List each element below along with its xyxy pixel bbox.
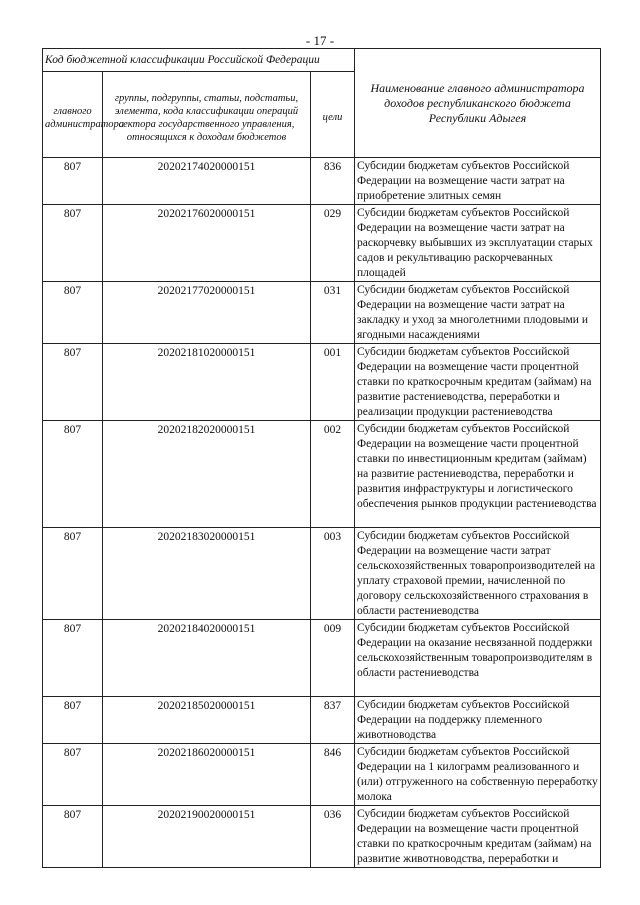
goal-code: 837 [311,697,355,744]
income-description: Субсидии бюджетам субъектов Российской Федерации на возмещение части процентной ставки по краткосрочным кредитам (займам) на развитие животноводства, переработки и [355,806,601,868]
income-description: Субсидии бюджетам субъектов Российской Федерации на возмещение части затрат на раскорчевку выбывших из эксплуатации старых садов и рекультивацию раскорчеванных площадей [355,205,601,282]
income-code: 20202177020000151 [103,282,311,344]
income-description: Субсидии бюджетам субъектов Российской Федерации на оказание несвязанной поддержки сельскохозяйственным товаропроизводителям в области растениеводства [355,620,601,697]
table-row [43,421,601,528]
admin-code: 807 [43,806,103,868]
admin-code: 807 [43,205,103,282]
goal-code: 001 [311,344,355,421]
income-description: Субсидии бюджетам субъектов Российской Федерации на поддержку племенного животноводства [355,697,601,744]
header-name-column: Наименование главного администратора доходов республиканского бюджета Республики Адыгея [355,49,601,158]
admin-code: 807 [43,697,103,744]
goal-code: 036 [311,806,355,868]
goal-code: 836 [311,158,355,205]
admin-code: 807 [43,528,103,620]
goal-code: 846 [311,744,355,806]
page-number: - 17 - [305,33,335,48]
table-row [43,744,601,806]
table-row [43,697,601,744]
table-row [43,806,601,868]
admin-code: 807 [43,620,103,697]
income-code: 20202176020000151 [103,205,311,282]
income-description: Субсидии бюджетам субъектов Российской Федерации на возмещение части процентной ставки по краткосрочным кредитам (займам) на развитие растениеводства, переработки и реализации продукции растениеводства [355,344,601,421]
income-code: 20202186020000151 [103,744,311,806]
header-admin-column: главного администратора [43,72,103,158]
admin-code: 807 [43,421,103,528]
budget-classification-table [42,48,601,868]
goal-code: 029 [311,205,355,282]
income-code: 20202181020000151 [103,344,311,421]
goal-code: 002 [311,421,355,528]
income-description: Субсидии бюджетам субъектов Российской Федерации на возмещение части затрат на закладку и уход за многолетними плодовыми и ягодными насаждениями [355,282,601,344]
table-row [43,158,601,205]
header-goal-column: цели [311,72,355,158]
income-description: Субсидии бюджетам субъектов Российской Федерации на 1 килограмм реализованного и (или) отгруженного на собственную переработку молока [355,744,601,806]
admin-code: 807 [43,282,103,344]
income-code: 20202184020000151 [103,620,311,697]
income-code: 20202182020000151 [103,421,311,528]
goal-code: 031 [311,282,355,344]
table-row [43,620,601,697]
income-code: 20202183020000151 [103,528,311,620]
admin-code: 807 [43,744,103,806]
admin-code: 807 [43,344,103,421]
table-row [43,344,601,421]
header-group-title: Код бюджетной классификации Российской Федерации [43,49,355,72]
income-code: 20202190020000151 [103,806,311,868]
income-description: Субсидии бюджетам субъектов Российской Федерации на возмещение части затрат сельскохозяйственных товаропроизводителей на уплату страховой премии, начисленной по договору сельскохозяйственного страхования в области растениеводства [355,528,601,620]
income-code: 20202185020000151 [103,697,311,744]
table-row [43,528,601,620]
income-description: Субсидии бюджетам субъектов Российской Федерации на возмещение части процентной ставки по инвестиционным кредитам (займам) на развитие растениеводства, переработки и развития инфраструктуры и логистического обеспечения рынков продукции растениеводства [355,421,601,528]
table-row [43,205,601,282]
table-row [43,282,601,344]
goal-code: 003 [311,528,355,620]
goal-code: 009 [311,620,355,697]
income-code: 20202174020000151 [103,158,311,205]
income-description: Субсидии бюджетам субъектов Российской Федерации на возмещение части затрат на приобретение элитных семян [355,158,601,205]
header-code-column: группы, подгруппы, статьи, подстатьи, элемента, кода классификации операций сектора государственного управления, относящихся к доходам бюджетов [103,72,311,158]
admin-code: 807 [43,158,103,205]
